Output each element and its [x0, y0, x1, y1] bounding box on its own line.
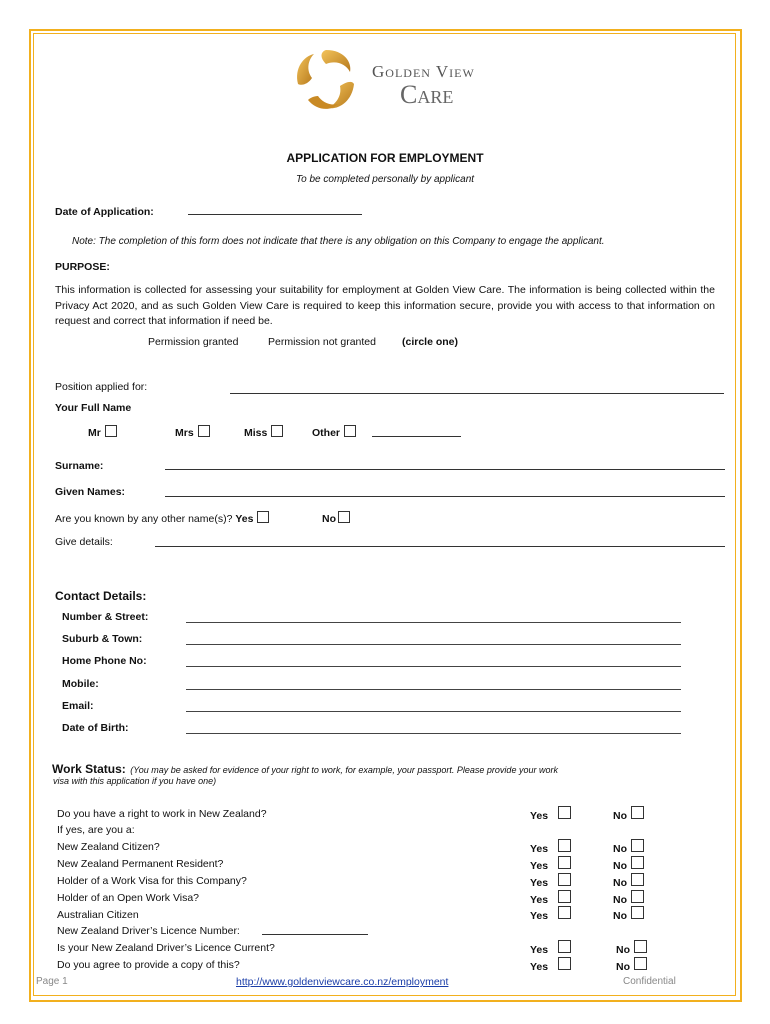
right-to-work-yes-label: Yes [530, 810, 549, 822]
given-names-field[interactable] [165, 496, 725, 497]
licence-current-yes-label: Yes [530, 944, 549, 956]
confidential-label: Confidential [623, 976, 676, 987]
contact-label-dob: Date of Birth: [62, 722, 129, 734]
brand-name-line2: Care [400, 80, 454, 109]
permanent-yes-label: Yes [530, 860, 549, 872]
work-visa-no-label: No [613, 877, 627, 889]
contact-label-home-phone: Home Phone No: [62, 655, 147, 667]
mrs-checkbox[interactable] [198, 425, 210, 437]
copy-no-label: No [616, 961, 630, 973]
title-mrs-label: Mrs [175, 427, 194, 439]
contact-details-heading: Contact Details: [55, 589, 147, 603]
q-provide-copy: Do you agree to provide a copy of this? [57, 959, 240, 971]
right-to-work-yes-checkbox[interactable] [558, 806, 571, 819]
permanent-no-checkbox[interactable] [631, 856, 644, 869]
title-mrs[interactable] [175, 425, 210, 439]
work-status-note-1: (You may be asked for evidence of your right to work, for example, your passport. Please provide your work [130, 765, 558, 775]
title-other-label: Other [312, 427, 341, 439]
give-details-label: Give details: [55, 536, 113, 548]
other-title-field[interactable] [372, 436, 461, 437]
contact-label-street: Number & Street: [62, 611, 149, 623]
citizen-no-label: No [613, 843, 627, 855]
other-names-no-label: No [322, 513, 336, 525]
australian-yes-checkbox[interactable] [558, 906, 571, 919]
contact-label-email: Email: [62, 700, 94, 712]
other-names-yes-checkbox[interactable] [257, 511, 269, 523]
work-visa-yes-checkbox[interactable] [558, 873, 571, 886]
work-visa-no-checkbox[interactable] [631, 873, 644, 886]
obligation-note: Note: The completion of this form does not indicate that there is any obligation on this Company to engage the applicant. [72, 236, 605, 247]
copy-yes-checkbox[interactable] [558, 957, 571, 970]
full-name-heading: Your Full Name [55, 402, 132, 414]
open-visa-no-checkbox[interactable] [631, 890, 644, 903]
australian-no-label: No [613, 910, 627, 922]
citizen-no-checkbox[interactable] [631, 839, 644, 852]
licence-current-no-label: No [616, 944, 630, 956]
brand-name-line1: Golden View [372, 62, 475, 81]
contact-label-suburb: Suburb & Town: [62, 633, 143, 645]
form-title: APPLICATION FOR EMPLOYMENT [286, 151, 484, 165]
q-permanent-resident: New Zealand Permanent Resident? [57, 858, 224, 870]
position-label: Position applied for: [55, 381, 148, 393]
q-right-to-work: Do you have a right to work in New Zealand? [57, 808, 267, 820]
right-to-work-no-checkbox[interactable] [631, 806, 644, 819]
citizen-yes-checkbox[interactable] [558, 839, 571, 852]
licence-current-no-checkbox[interactable] [634, 940, 647, 953]
mr-checkbox[interactable] [105, 425, 117, 437]
licence-current-yes-checkbox[interactable] [558, 940, 571, 953]
right-to-work-no-label: No [613, 810, 627, 822]
q-work-visa: Holder of a Work Visa for this Company? [57, 875, 247, 887]
surname-label: Surname: [55, 460, 104, 472]
australian-no-checkbox[interactable] [631, 906, 644, 919]
permanent-no-label: No [613, 860, 627, 872]
licence-number-field[interactable] [262, 934, 368, 935]
other-names-yes-label: Yes [235, 513, 254, 525]
date-of-birth-field[interactable] [186, 733, 681, 734]
q-licence-number: New Zealand Driver’s Licence Number: [57, 925, 240, 937]
work-status-heading: Work Status: [52, 762, 126, 776]
open-visa-yes-checkbox[interactable] [558, 890, 571, 903]
title-mr-label: Mr [88, 427, 101, 439]
given-names-label: Given Names: [55, 486, 126, 498]
work-status-note-2: visa with this application if you have one) [53, 776, 217, 786]
work-visa-yes-label: Yes [530, 877, 549, 889]
other-checkbox[interactable] [344, 425, 356, 437]
title-other[interactable] [312, 425, 356, 439]
home-phone-field[interactable] [186, 666, 681, 667]
australian-yes-label: Yes [530, 910, 549, 922]
title-miss[interactable] [244, 425, 283, 439]
open-visa-yes-label: Yes [530, 894, 549, 906]
q-licence-current: Is your New Zealand Driver’s Licence Current? [57, 942, 275, 954]
copy-no-checkbox[interactable] [634, 957, 647, 970]
company-logo [286, 44, 366, 116]
other-names-no-checkbox[interactable] [338, 511, 350, 523]
page-number: Page 1 [36, 976, 68, 987]
suburb-field[interactable] [186, 644, 681, 645]
title-miss-label: Miss [244, 427, 268, 439]
copy-yes-label: Yes [530, 961, 549, 973]
form-subtitle: To be completed personally by applicant [295, 174, 475, 185]
email-field[interactable] [186, 711, 681, 712]
circle-one-hint: (circle one) [402, 336, 459, 348]
permission-granted-option[interactable]: Permission granted [148, 336, 239, 348]
purpose-heading: PURPOSE: [55, 261, 110, 273]
q-if-yes: If yes, are you a: [57, 824, 135, 836]
other-names-no [322, 511, 350, 525]
open-visa-no-label: No [613, 894, 627, 906]
give-details-field[interactable] [155, 546, 725, 547]
position-field[interactable] [230, 393, 724, 394]
other-names-question [55, 511, 269, 525]
logo-swirl-icon [286, 44, 366, 116]
footer-url-link[interactable]: http://www.goldenviewcare.co.nz/employment [236, 976, 449, 988]
surname-field[interactable] [165, 469, 725, 470]
date-of-application-field[interactable] [188, 214, 362, 215]
other-names-question-text: Are you known by any other name(s)? [55, 513, 233, 525]
miss-checkbox[interactable] [271, 425, 283, 437]
permanent-yes-checkbox[interactable] [558, 856, 571, 869]
q-citizen: New Zealand Citizen? [57, 841, 160, 853]
contact-label-mobile: Mobile: [62, 678, 99, 690]
q-open-work-visa: Holder of an Open Work Visa? [57, 892, 200, 904]
title-mr[interactable] [88, 425, 117, 439]
street-field[interactable] [186, 622, 681, 623]
permission-not-granted-option[interactable]: Permission not granted [268, 336, 376, 348]
citizen-yes-label: Yes [530, 843, 549, 855]
date-of-application-label: Date of Application: [55, 206, 154, 218]
purpose-text: This information is collected for assessing your suitability for employment at Golden View Care. The information is being collected within the Privacy Act 2020, and as such Golden View Care is required to keep this information secure, provide you with access to that information on request and correct that information if need be. [55, 284, 715, 327]
mobile-field[interactable] [186, 689, 681, 690]
q-australian-citizen: Australian Citizen [57, 909, 139, 921]
